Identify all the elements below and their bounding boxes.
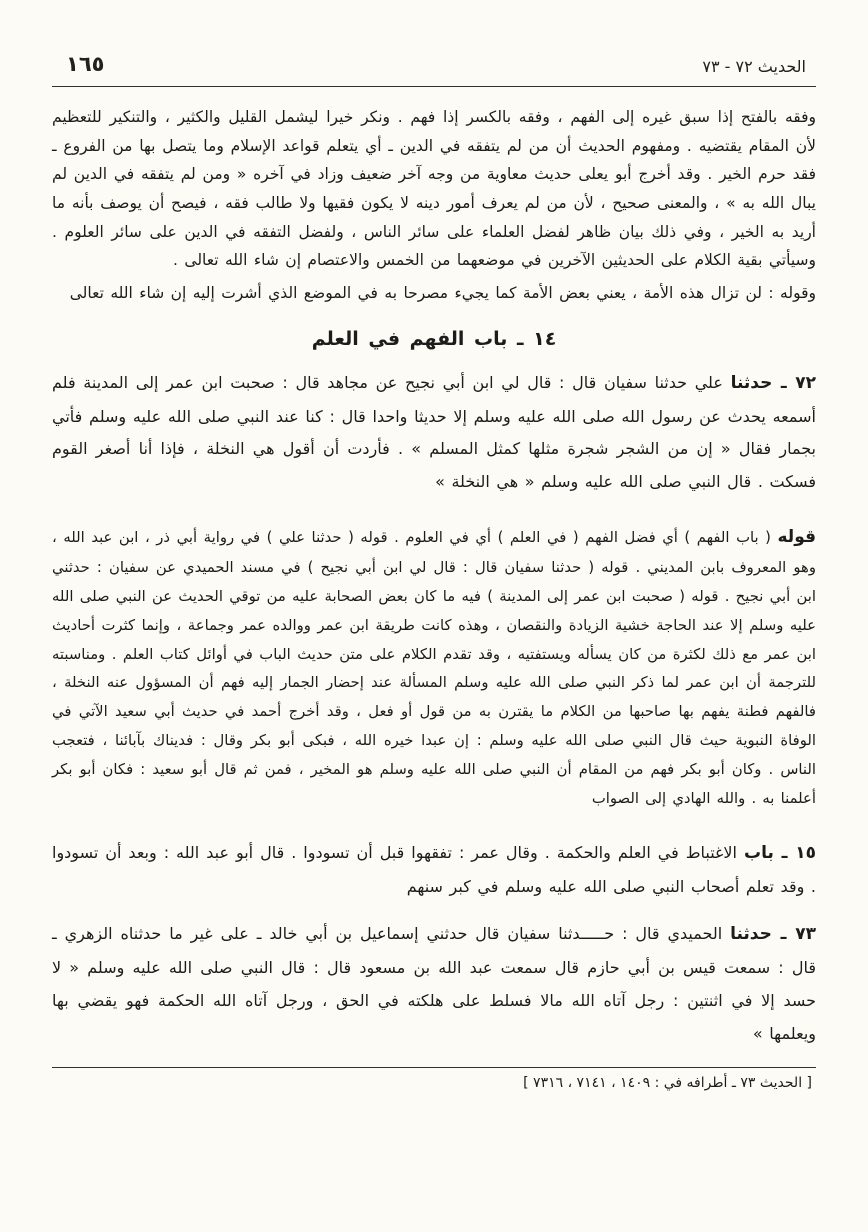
chapter-14-heading: ١٤ ـ باب الفهم في العلم xyxy=(311,327,557,350)
running-head: الحديث ٧٢ - ٧٣ xyxy=(702,57,806,76)
commentary-text: ( باب الفهم ) أي فضل الفهم ( في العلم ) أي في العلوم . قوله ( حدثنا علي ) في رواية أبي ذر ، ابن عبد الله ، وهو المعروف بابن المديني . قوله ( حدثنا سفيان قال : قال لي ابن أبي نجيح ) في مسند الحميدي عن سفيان : حدثني ابن أبي نجيح . قوله ( صحبت ابن عمر إلى المدينة ) فيه ما كان بعض الصحابة عليه من توقي الحديث عن النبي صلى الله عليه وسلم إلا عند الحاجة خشية الزيادة والنقصان ، وهذه كانت طريقة ابن عمر ووالده عمر وجماعة ، وإنما كثرت أحاديث ابن عمر مع ذلك لكثرة من كان يسأله ويستفتيه ، وقد تقدم الكلام على متن حديث الباب في أوائل كتاب العلم . ومناسبته للترجمة أن ابن عمر لما ذكر النبي صلى الله عليه وسلم المسألة عند إحضار الجمار إليه فهم أن المسؤول عنه النخلة ، فالفهم فطنة يفهم بها صاحبها من الكلام ما يقترن به من قول أو فعل ، وقد أخرج أحمد في حديث أبي سعيد الآتي في الوفاة النبوية حيث قال النبي صلى الله عليه وسلم : إن عبدا خيره الله ، فبكى أبو بكر وقال : فديناك بآبائنا ، فتعجب الناس . وكان أبو بكر فهم من المقام أن النبي صلى الله عليه وسلم هو المخير ، فمن ثم قال أبو سعيد : فكان أبو بكر أعلمنا به . والله الهادي إلى الصواب xyxy=(52,528,816,807)
hadith-73-text: الحميدي قال : حـــــدثنا سفيان قال حدثني إسماعيل بن أبي خالد ـ على غير ما حدثناه الزهري ـ قال : سمعت قيس بن أبي حازم قال سمعت عبد الله بن مسعود قال : قال النبي صلى الله عليه وسلم « لا حسد إلا في اثنتين : رجل آتاه الله مالا فسلط على هلكته في الحق ، ورجل آتاه الله الحكمة فهو يقضي بها ويعلمها » xyxy=(52,924,816,1043)
hadith-73 xyxy=(52,917,816,1050)
hadith-72-text: علي حدثنا سفيان قال : قال لي ابن أبي نجيح عن مجاهد قال : صحبت ابن عمر إلى المدينة فلم أسمعه يحدث عن رسول الله صلى الله عليه وسلم إلا حديثا واحدا قال : كنا عند النبي صلى الله عليه وسلم فأتي بجمار فقال « إن من الشجر شجرة مثلها كمثل المسلم » . فأردت أن أقول هي النخلة ، فإذا أنا أصغر القوم فسكت . قال النبي صلى الله عليه وسلم « هي النخلة » xyxy=(52,372,816,492)
page-body xyxy=(52,103,816,1051)
hadith-72-number: ٧٢ ـ حدثنا xyxy=(730,372,816,393)
chapter-15-number: ١٥ ـ باب xyxy=(743,842,817,863)
paragraph-continuation: وفقه بالفتح إذا سبق غيره إلى الفهم ، وفقه بالكسر إذا فهم . ونكر خيرا ليشمل القليل والكثير ، والتنكير للتعظيم لأن المقام يقتضيه . ومفهوم الحديث أن من لم يتفقه في الدين ـ أي يتعلم قواعد الإسلام وما يتصل بها من الفروع ـ فقد حرم الخير . وقد أخرج أبو يعلى حديث معاوية من وجه آخر ضعيف وزاد في آخره « ومن لم يتفقه في الدين لم يبال الله به » ، والمعنى صحيح ، لأن من لم يعرف أمور دينه لا يكون فقيها ولا طالب فقه ، فيصح أن يوصف بأنه ما أريد به الخير ، وفي ذلك بيان ظاهر لفضل العلماء على سائر الناس ، ولفضل التفقه في الدين على سائر العلوم . وسيأتي بقية الكلام على الحديثين الآخرين في موضعهما من الخمس والاعتصام إن شاء الله تعالى . xyxy=(52,108,816,270)
chapter-15-text: الاغتباط في العلم والحكمة . وقال عمر : تفقهوا قبل أن تسودوا . قال أبو عبد الله : وبعد أن تسودوا . وقد تعلم أصحاب النبي صلى الله عليه وسلم في كبر سنهم xyxy=(52,842,816,896)
hadith-72 xyxy=(52,366,816,499)
commentary-lead-qawluhu: قوله xyxy=(777,526,816,547)
paragraph-waqawluhu: وقوله : لن تزال هذه الأمة ، يعني بعض الأمة كما يجيء مصرحا به في الموضع الذي أشرت إليه إن شاء الله تعالى xyxy=(69,284,816,303)
hadith-73-number: ٧٣ ـ حدثنا xyxy=(730,924,816,945)
header-rule xyxy=(52,86,816,87)
chapter-15-heading xyxy=(52,836,816,904)
footnote-area xyxy=(52,1067,816,1091)
commentary-paragraph xyxy=(52,521,816,814)
page-header xyxy=(52,26,816,86)
footnote-takhrij: [ الحديث ٧٣ ـ أطرافه في : ١٤٠٩ ، ٧١٤١ ، ٧٣١٦ ] xyxy=(523,1074,812,1091)
page-number: ١٦٥ xyxy=(66,52,105,76)
